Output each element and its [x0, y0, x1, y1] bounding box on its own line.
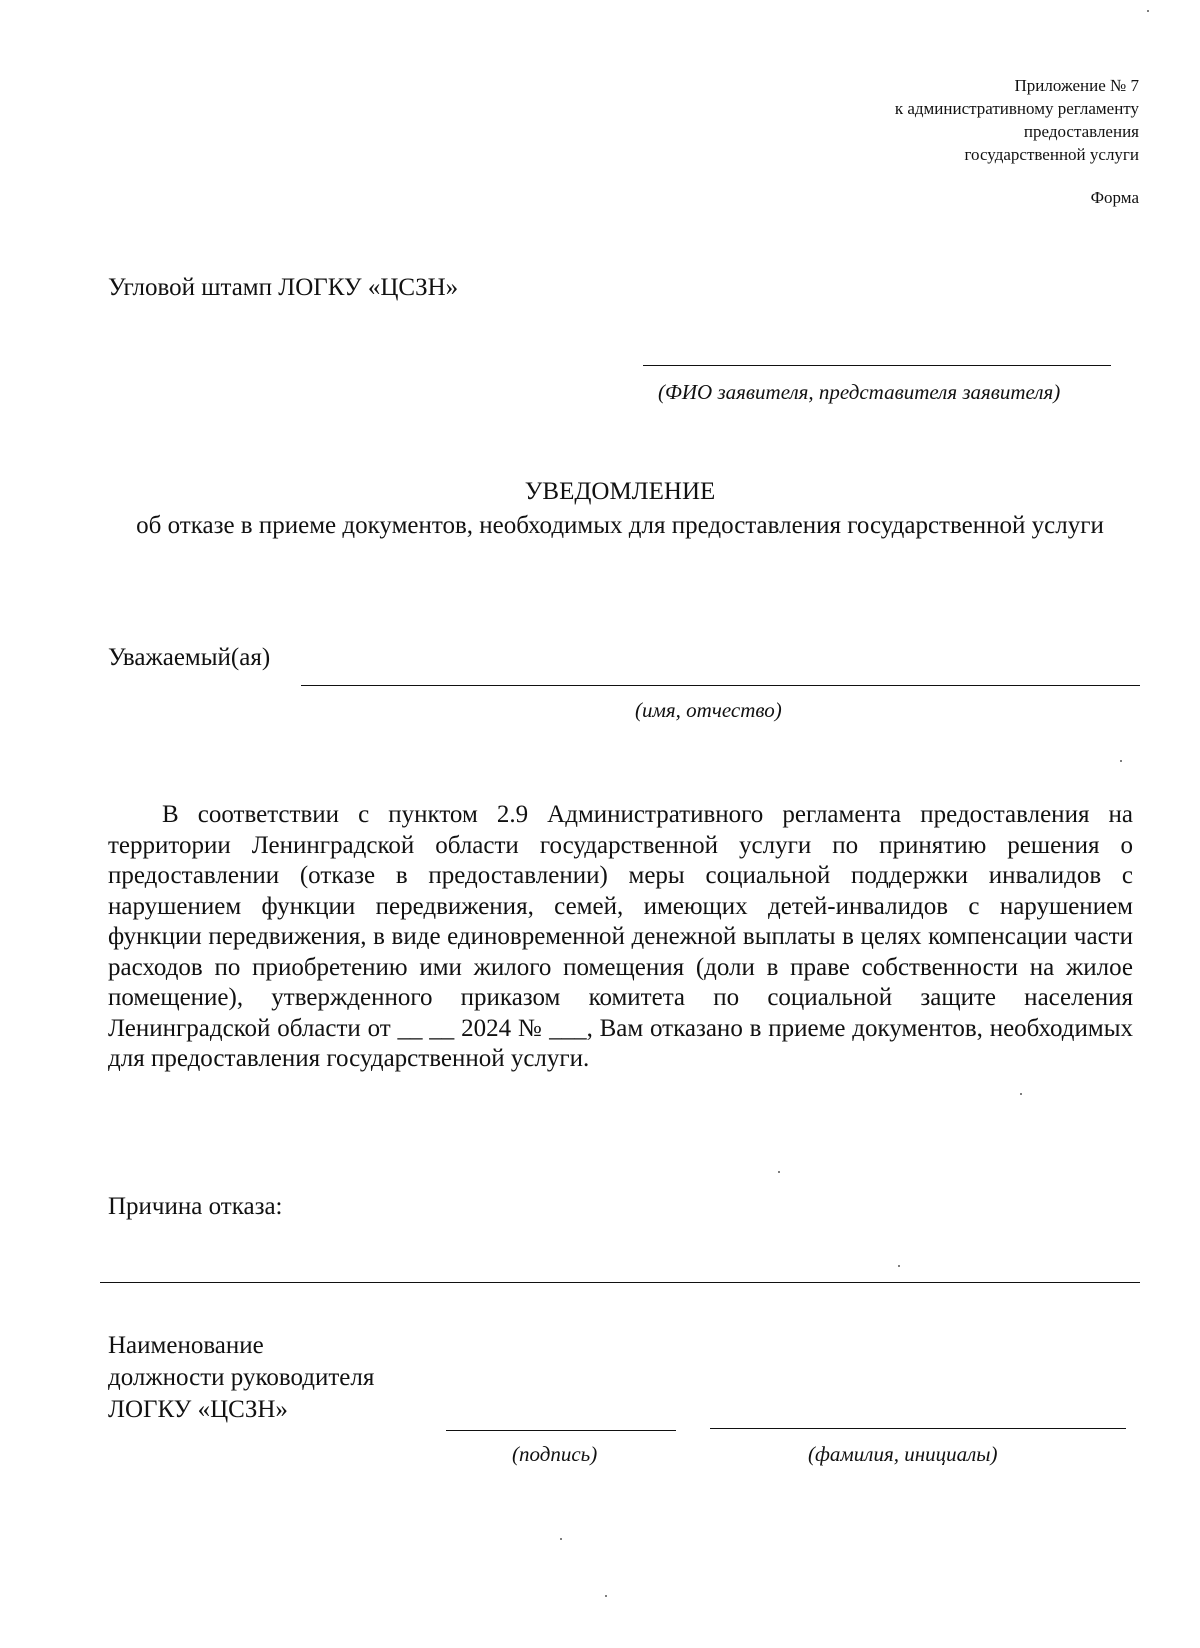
appendix-line: государственной услуги: [964, 145, 1139, 164]
signer-position-line: должности руководителя: [108, 1364, 375, 1391]
notice-body-paragraph: В соответствии с пунктом 2.9 Административного регламента предоставления на территории Ленинградской области государственной услуги по принятию решения о предоставлении (отказе в предоставлении) меры социальной поддержки инвалидов с нарушением функции передвижения, семей, имеющих детей-инвалидов с нарушением функции передвижения, в виде единовременной денежной выплаты в целях компенсации части расходов по приобретению ими жилого помещения (доли в праве собственности на жилое помещение), утвержденного приказом комитета по социальной защите населения Ленинградской области от __ __ 2024 № ___, Вам отказано в приеме документов, необходимых для предоставления государственной услуги.: [108, 801, 1133, 1072]
scan-speck: [1020, 1093, 1022, 1095]
applicant-name-line[interactable]: [643, 365, 1111, 366]
signer-position: [108, 1330, 374, 1426]
appendix-line: Приложение № 7: [1014, 76, 1139, 95]
refusal-reason-line[interactable]: [100, 1282, 1140, 1283]
scan-speck: [605, 1595, 607, 1597]
appendix-line: предоставления: [1023, 122, 1139, 141]
scan-speck: [778, 1171, 780, 1173]
greeting-name-line[interactable]: [301, 685, 1140, 686]
appendix-line: к административному регламенту: [894, 99, 1139, 118]
greeting-caption: (имя, отчество): [635, 698, 782, 722]
surname-initials-line[interactable]: [710, 1428, 1126, 1429]
scan-speck: [560, 1538, 562, 1540]
signer-position-line: Наименование: [108, 1332, 264, 1359]
scan-speck: [1120, 760, 1122, 762]
form-label: Форма: [1090, 188, 1139, 207]
signature-line[interactable]: [446, 1430, 676, 1431]
applicant-caption: (ФИО заявителя, представителя заявителя): [658, 380, 1061, 404]
corner-stamp-label: Угловой штамп ЛОГКУ «ЦСЗН»: [108, 274, 459, 301]
refusal-reason-label: Причина отказа:: [108, 1193, 283, 1220]
notice-subtitle: об отказе в приеме документов, необходимых для предоставления государственной услуги: [136, 512, 1104, 539]
scan-speck: [1147, 10, 1149, 12]
greeting-label: Уважаемый(ая): [108, 644, 271, 671]
notice-title: УВЕДОМЛЕНИЕ: [524, 478, 716, 505]
signature-caption: (подпись): [512, 1442, 598, 1466]
scan-speck: [898, 1265, 900, 1267]
signer-position-line: ЛОГКУ «ЦСЗН»: [108, 1396, 288, 1423]
appendix-header: [719, 74, 1139, 166]
surname-initials-caption: (фамилия, инициалы): [808, 1442, 998, 1466]
